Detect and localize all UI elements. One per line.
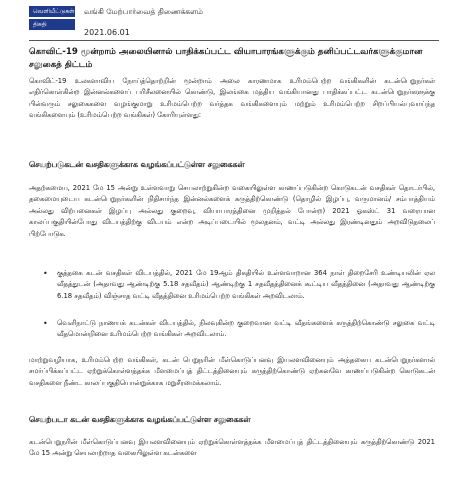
intro-paragraph: கொவிட்-19 உலகளாவிய நோய்த்தொற்றின் மூன்றாம் அலை காரணமாக உரிமம்பெற்ற வங்கிகளின் கடன்பெறுநர்கள் எதிர்கொள்கின்ற இன்னல்களைப் பரிசீலனையில் கொண்டு, இலங்கை மத்திய வங்கியானது பாதிக்கப்பட்ட கடன்பெறுநர்களுக்கு பின்வரும் சலுகைகளை வழங்குமாறு உரிமம்பெற்ற வர்த்தக வங்கிகளையும் மற்றும் உரிமம்பெற்ற சிறப்பியல்புவாய்ந்த வங்கிகளையும் (உரிமம்பெற்ற வங்கிகள்) கோரியுள்ளது:: [29, 77, 435, 120]
publication-badge: வெளியீட்டுகள்: [29, 6, 75, 17]
date-badge: திகதி: [29, 19, 75, 30]
document-title: கொவிட்-19 மூன்றாம் அலையினால் பாதிக்கப்பட்ட வியாபாரங்களுக்கும் தனிப்பட்டவர்களுக்குமான சலுகைத் திட்டம்: [29, 47, 423, 70]
list-item: [43, 318, 435, 341]
section-heading-nonperforming-loans: செயற்படா கடன் வசதிகளுக்காக வழங்கப்பட்டுள்ள சலுகைகள்: [29, 415, 251, 424]
section-heading-performing-loans: செயற்படுகடன் வசதிகளுக்காக வழங்கப்பட்டுள்ள சலுகைகள்: [29, 160, 245, 169]
restructuring-paragraph: மாற்றுவழியாக, உரிமம்பெற்ற வங்கிகள், கடன் பெறுநரின் மீள்கொடுப்பனவு இயலளவினையும் அத்தகைய கடன்பெறுநர்களால் சமர்ப்பிக்கப்பட்ட ஏற்றுக்கொள்ளத்தக்க மீளமைப்புத் திட்டத்தினையும் கருத்திற்கொண்டு ஏற்கனவே காணப்படுகின்ற கொடுகடன் வசதிகளை நீண்ட காலப்பகுதியொன்றுக்காக மறுசீரமைக்கலாம்.: [29, 356, 435, 387]
bullet-icon: •: [43, 319, 48, 328]
publication-date: 2021.06.01: [84, 28, 130, 37]
performing-loans-paragraph: அதற்கமைய, 2021 மே 15 அன்று உள்ளவாறு செயலாற்றுகின்ற வகையிலுள்ள காணப்படுகின்ற கொடுகடன் வசதிகள் தொடர்பில், தகைமையுடைய கடன்பெறுநர்களின் நிதிசார்ந்த இன்னல்களைக் கருத்திற்கொண்டு (தொழில் இழப்பு, வருமானம்/ சம்பாத்தியம் அல்லது விற்பனைகள் இழப்பு அல்லது குறைவு, வியாபாரத்தினை முறித்தல் போன்ற) 2021 ஓகஸ்ட் 31 வரையான காலப்பகுதியின்போது விடயத்திற்கு விடயம் என்ற அடிப்படையில் மூலதனம், வட்டி அல்லது இரண்டினதும் அறவிடுதலைப் பிற்போடுக.: [29, 184, 435, 238]
department-name: வங்கி மேற்பார்வைத் திணைக்களம்: [84, 7, 203, 16]
bullet-text: வெளிநாட்டு நாணயக் கடன்கள் விடயத்தில், நிலவுகின்ற குறைவான வட்டி வீதங்களைக் கருத்திற்கொண்டு சலுகை வட்டி வீதமொன்றினை உரிமம்பெற்ற வங்கிகள் அறவிடலாம்.: [57, 319, 435, 339]
nonperforming-loans-paragraph: கடன்பெறுநரின் மீள்கொடுப்பனவு இயலளவினையும் ஏற்றுக்கொள்ளத்தக்க மீளமைப்புத் திட்டத்தினையும் கருத்திற்கொண்டு 2021 மே 15 அன்று செயலாற்றாத வகையிலுள்ள கடன்களை: [29, 438, 435, 458]
bullet-icon: •: [43, 269, 48, 278]
bullet-text: குத்தகை கடன் வசதிகள் விடயத்தில், 2021 மே 19ஆம் திகதியில் உள்ளவாறான 364 நாள் திறைசேரி உண்டியலின் ஏல வீதத்துடன் (அதாவது ஆண்டிற்கு 5.18 சதவீதம்) ஆண்டிற்கு 1 சதவீதத்தினைக் கூட்டிய வீதத்தினை (அதாவது ஆண்டிற்கு 6.18 சதவீதம்) விஞ்சாத வட்டி வீதத்தினை உரிமம்பெற்ற வங்கிகள் அறவிடலாம்.: [57, 269, 435, 300]
document-header: [29, 6, 439, 38]
header-divider: [29, 40, 439, 41]
list-item: [43, 268, 435, 302]
